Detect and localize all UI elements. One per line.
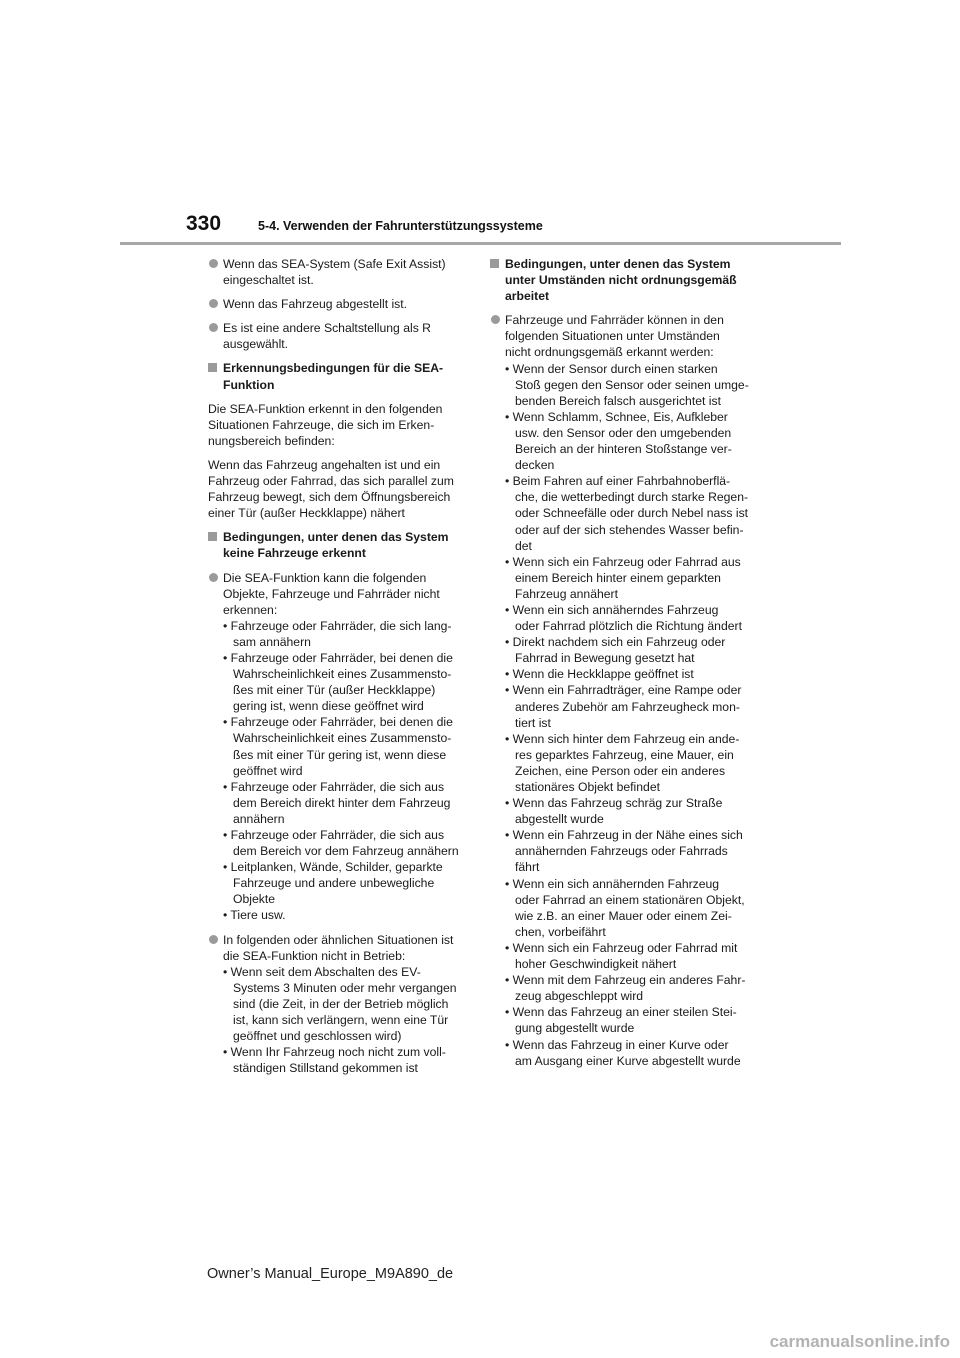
text-line: Fahrzeuge und Fahrräder können in den bbox=[505, 313, 724, 328]
text-line: Fahrrad in Bewegung gesetzt hat bbox=[515, 651, 695, 666]
text-line: benden Bereich falsch ausgerichtet ist bbox=[515, 393, 721, 408]
footer-manual-id: Owner’s Manual_Europe_M9A890_de bbox=[207, 1266, 454, 1282]
text-line: fährt bbox=[515, 860, 540, 875]
text-line: • Wenn die Heckklappe geöffnet ist bbox=[505, 667, 694, 682]
text-line: • Wenn das Fahrzeug an einer steilen Stei- bbox=[505, 1005, 737, 1020]
text-line: In folgenden oder ähnlichen Situationen ist bbox=[223, 932, 454, 947]
text-line: oder Schneefälle oder durch Nebel nass ist bbox=[515, 506, 749, 521]
text-line: gering ist, wenn diese geöffnet wird bbox=[233, 699, 424, 714]
text-line: Fahrzeug annähert bbox=[515, 586, 618, 601]
text-line: ausgewählt. bbox=[223, 337, 289, 352]
text-line: Wenn das SEA-System (Safe Exit Assist) bbox=[223, 257, 446, 271]
text-line: Fahrzeuge und andere unbewegliche bbox=[233, 876, 435, 891]
text-line: ßes mit einer Tür (außer Heckklappe) bbox=[233, 683, 436, 698]
text-line: det bbox=[515, 538, 532, 553]
text-line: einer Tür (außer Heckklappe) nähert bbox=[208, 506, 405, 521]
text-line: einem Bereich hinter einem geparkten bbox=[515, 570, 721, 585]
text-line: • Fahrzeuge oder Fahrräder, die sich lang- bbox=[223, 618, 452, 633]
text-line: stationäres Objekt befindet bbox=[515, 780, 660, 794]
text-line: • Fahrzeuge oder Fahrräder, die sich aus bbox=[223, 828, 445, 842]
text-line: • Wenn Ihr Fahrzeug noch nicht zum voll- bbox=[223, 1045, 446, 1060]
text-line: decken bbox=[515, 458, 555, 473]
text-line: • Leitplanken, Wände, Schilder, geparkte bbox=[223, 860, 443, 875]
bullet-item bbox=[490, 312, 750, 1068]
text-line: Wenn das Fahrzeug angehalten ist und ein bbox=[208, 457, 441, 472]
text-line: Erkennungsbedingungen für die SEA- bbox=[223, 361, 444, 376]
text-line: oder Fahrrad an einem stationären Objekt, bbox=[515, 892, 745, 907]
text-line: geöffnet wird bbox=[233, 763, 303, 778]
paragraph bbox=[208, 401, 468, 449]
text-line: • Wenn ein Fahrzeug in der Nähe eines sich bbox=[505, 828, 743, 843]
text-line: zeug abgeschleppt wird bbox=[515, 989, 644, 1004]
text-line: Objekte bbox=[233, 892, 276, 907]
text-line: Zeichen, eine Person oder ein anderes bbox=[515, 763, 726, 778]
text-line: Die SEA-Funktion kann die folgenden bbox=[223, 570, 427, 585]
section-heading bbox=[208, 529, 468, 561]
section-heading bbox=[490, 256, 750, 304]
right-column bbox=[490, 256, 750, 1077]
bullet-item bbox=[208, 932, 468, 1077]
header-rule bbox=[120, 242, 841, 245]
text-line: tiert ist bbox=[515, 715, 551, 730]
text-line: • Wenn der Sensor durch einen starken bbox=[505, 361, 718, 376]
text-line: arbeitet bbox=[505, 289, 550, 304]
text-line: Wenn das Fahrzeug abgestellt ist. bbox=[223, 297, 408, 312]
text-line: am Ausgang einer Kurve abgestellt wurde bbox=[515, 1053, 741, 1068]
text-line: Systems 3 Minuten oder mehr vergangen bbox=[233, 980, 457, 995]
text-line: ständigen Stillstand gekommen ist bbox=[233, 1061, 418, 1076]
text-line: unter Umständen nicht ordnungsgemäß bbox=[505, 273, 737, 288]
text-line: • Wenn Schlamm, Schnee, Eis, Aufkleber bbox=[505, 409, 728, 424]
text-line: nicht ordnungsgemäß erkannt werden: bbox=[505, 345, 714, 360]
text-line: Fahrzeug bewegt, sich dem Öffnungsbereich bbox=[208, 490, 451, 505]
text-line: Bedingungen, unter denen das System bbox=[223, 530, 449, 545]
text-line: dem Bereich direkt hinter dem Fahrzeug bbox=[233, 795, 451, 810]
text-line: anderes Zubehör am Fahrzeugheck mon- bbox=[515, 699, 740, 714]
text-line: annähern bbox=[233, 811, 285, 826]
text-line: Stoß gegen den Sensor oder seinen umge- bbox=[515, 377, 749, 392]
text-line: che, die wetterbedingt durch starke Regen- bbox=[515, 490, 749, 505]
left-column bbox=[208, 256, 468, 1084]
text-line: • Wenn seit dem Abschalten des EV- bbox=[223, 964, 421, 979]
text-line: • Wenn das Fahrzeug in einer Kurve oder bbox=[505, 1037, 729, 1052]
page-number: 330 bbox=[186, 212, 222, 235]
bullet-item bbox=[208, 296, 468, 312]
text-line: die SEA-Funktion nicht in Betrieb: bbox=[223, 948, 406, 963]
text-line: gung abgestellt wurde bbox=[515, 1021, 635, 1036]
text-line: • Direkt nachdem sich ein Fahrzeug oder bbox=[505, 635, 726, 650]
text-line: oder auf der sich stehendes Wasser befin- bbox=[515, 522, 744, 537]
text-line: sind (die Zeit, in der der Betrieb möglich bbox=[233, 996, 449, 1011]
text-line: Es ist eine andere Schaltstellung als R bbox=[223, 321, 431, 336]
text-line: ist, kann sich verlängern, wenn eine Tür bbox=[233, 1013, 449, 1028]
text-line: annähernden Fahrzeugs oder Fahrrads bbox=[515, 844, 728, 859]
section-heading bbox=[208, 360, 468, 392]
text-line: Wahrscheinlichkeit eines Zusammensto- bbox=[233, 667, 452, 682]
text-line: Fahrzeug oder Fahrrad, das sich parallel zum bbox=[208, 474, 454, 489]
text-line: ßes mit einer Tür gering ist, wenn diese bbox=[233, 747, 447, 762]
text-line: • Wenn ein Fahrradträger, eine Rampe oder bbox=[505, 683, 742, 698]
text-line: • Wenn sich ein Fahrzeug oder Fahrrad aus bbox=[505, 554, 741, 569]
text-line: Situationen Fahrzeuge, die sich im Erken- bbox=[208, 417, 435, 432]
text-line: keine Fahrzeuge erkennt bbox=[223, 546, 366, 561]
text-line: usw. den Sensor oder den umgebenden bbox=[515, 425, 732, 440]
text-line: • Wenn das Fahrzeug schräg zur Straße bbox=[505, 796, 723, 811]
text-line: folgenden Situationen unter Umständen bbox=[505, 329, 720, 344]
text-line: Die SEA-Funktion erkennt in den folgenden bbox=[208, 401, 443, 416]
text-line: Bereich an der hinteren Stoßstange ver- bbox=[515, 442, 732, 457]
paragraph bbox=[208, 457, 468, 521]
text-line: Wahrscheinlichkeit eines Zusammensto- bbox=[233, 731, 452, 746]
text-line: • Fahrzeuge oder Fahrräder, bei denen die bbox=[223, 650, 453, 665]
text-line: sam annähern bbox=[233, 634, 311, 649]
text-line: eingeschaltet ist. bbox=[223, 273, 314, 288]
section-title: 5-4. Verwenden der Fahrunterstützungssysteme bbox=[258, 219, 543, 233]
bullet-item bbox=[208, 320, 468, 352]
text-line: geöffnet und geschlossen wird) bbox=[233, 1029, 402, 1044]
watermark: carmanualsonline.info bbox=[769, 1332, 950, 1351]
text-line: • Tiere usw. bbox=[223, 908, 286, 923]
text-line: dem Bereich vor dem Fahrzeug annähern bbox=[233, 844, 459, 859]
text-line: oder Fahrrad plötzlich die Richtung ändert bbox=[515, 619, 742, 634]
text-line: • Fahrzeuge oder Fahrräder, die sich aus bbox=[223, 779, 445, 794]
text-line: • Wenn sich hinter dem Fahrzeug ein ande- bbox=[505, 731, 740, 746]
text-line: Objekte, Fahrzeuge und Fahrräder nicht bbox=[223, 586, 440, 601]
text-line: • Beim Fahren auf einer Fahrbahnoberflä- bbox=[505, 474, 731, 489]
text-line: abgestellt wurde bbox=[515, 812, 604, 827]
bullet-item bbox=[208, 256, 468, 288]
bullet-item bbox=[208, 570, 468, 924]
text-line: • Wenn mit dem Fahrzeug ein anderes Fahr- bbox=[505, 973, 746, 988]
text-line: • Fahrzeuge oder Fahrräder, bei denen die bbox=[223, 715, 453, 730]
text-line: Funktion bbox=[223, 377, 275, 392]
text-line: Bedingungen, unter denen das System bbox=[505, 257, 731, 271]
text-line: chen, vorbeifährt bbox=[515, 924, 606, 939]
text-line: • Wenn ein sich annäherndes Fahrzeug bbox=[505, 602, 719, 617]
text-line: wie z.B. an einer Mauer oder einem Zei- bbox=[515, 908, 732, 923]
text-line: res geparktes Fahrzeug, eine Mauer, ein bbox=[515, 747, 734, 762]
text-line: hoher Geschwindigkeit nähert bbox=[515, 957, 677, 972]
text-line: erkennen: bbox=[223, 602, 278, 617]
text-line: nungsbereich befinden: bbox=[208, 433, 335, 448]
text-line: • Wenn sich ein Fahrzeug oder Fahrrad mit bbox=[505, 940, 738, 955]
text-line: • Wenn ein sich annähernden Fahrzeug bbox=[505, 876, 720, 891]
